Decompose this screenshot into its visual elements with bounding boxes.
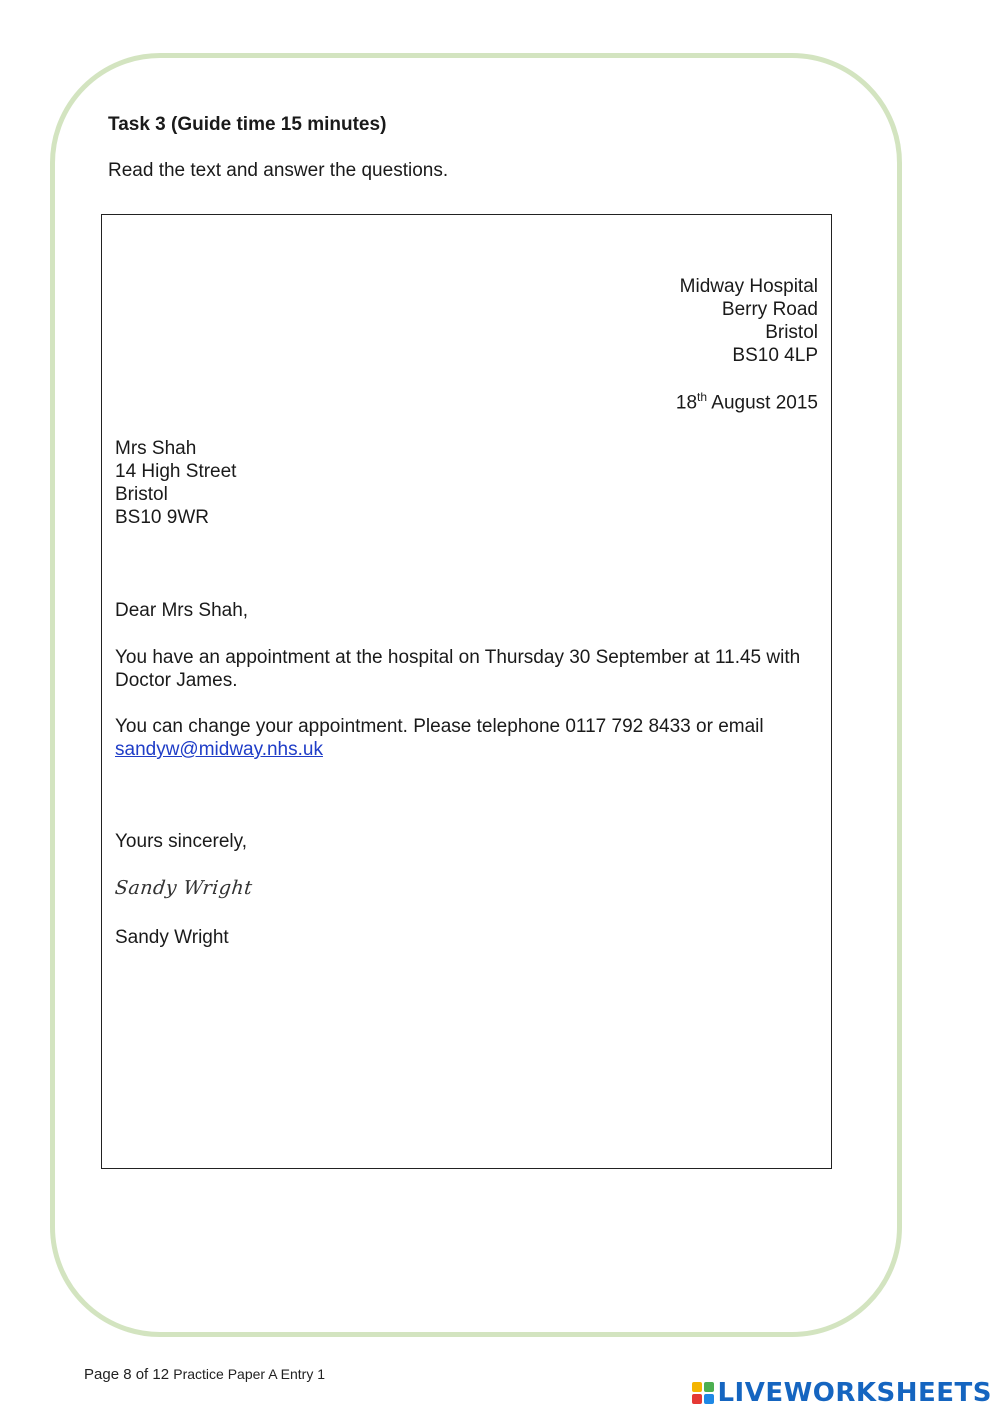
appointment-paragraph: You have an appointment at the hospital on Thursday 30 September at 11.45 with Doctor James. [115, 647, 801, 691]
page-number: Page 8 of 12 [84, 1366, 170, 1383]
sender-address-line: Berry Road [721, 299, 818, 320]
closing: Yours sincerely, [115, 831, 248, 852]
task-title: Task 3 (Guide time 15 minutes) [108, 114, 387, 135]
logo-square [704, 1382, 714, 1392]
recipient-address [115, 437, 236, 529]
recipient-address-line: Bristol [115, 484, 168, 505]
recipient-address-line: Mrs Shah [115, 438, 197, 459]
sender-address-line: Bristol [765, 322, 818, 343]
date-rest: August 2015 [707, 392, 818, 414]
liveworksheets-logo-icon [692, 1382, 714, 1404]
sender-address-line: Midway Hospital [679, 276, 818, 297]
task-instructions: Read the text and answer the questions. [108, 160, 449, 181]
handwritten-signature: Sandy Wright [113, 877, 254, 899]
liveworksheets-brand [692, 1378, 992, 1408]
brand-name: LIVEWORKSHEETS [717, 1378, 992, 1408]
logo-square [692, 1394, 702, 1404]
change-appointment-paragraph [115, 715, 815, 761]
recipient-address-line: 14 High Street [115, 461, 237, 482]
email-link[interactable]: sandyw@midway.nhs.uk [115, 739, 323, 760]
page-footer [84, 1366, 325, 1383]
paper-title: Practice Paper A Entry 1 [173, 1366, 325, 1382]
sender-address-line: BS10 4LP [732, 345, 818, 366]
recipient-address-line: BS10 9WR [115, 507, 209, 528]
letter-date [676, 390, 818, 414]
logo-square [692, 1382, 702, 1392]
logo-square [704, 1394, 714, 1404]
salutation: Dear Mrs Shah, [115, 600, 249, 621]
letter-box [101, 214, 832, 1169]
change-appointment-text: You can change your appointment. Please telephone 0117 792 8433 or email [115, 716, 764, 737]
date-suffix: th [697, 390, 708, 404]
sender-address [680, 275, 818, 367]
date-day: 18 [675, 392, 698, 414]
signed-name: Sandy Wright [115, 927, 229, 948]
